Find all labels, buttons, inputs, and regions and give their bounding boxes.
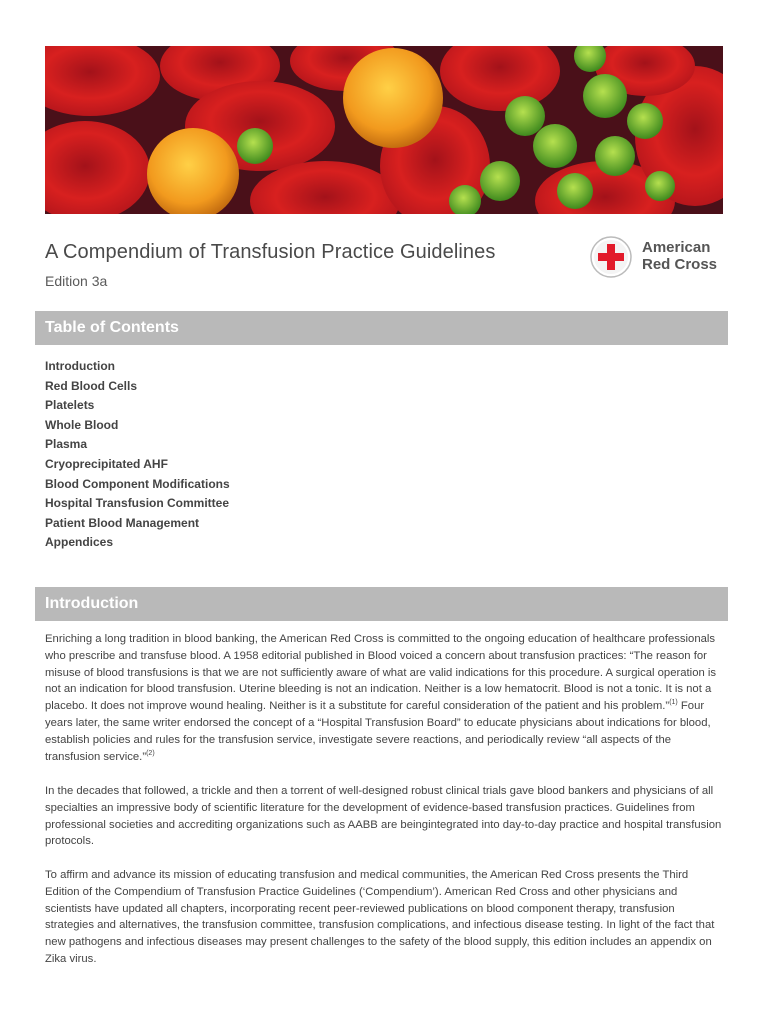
intro-paragraph-3: To affirm and advance its mission of educating transfusion and medical communities, the American Red Cross presents the Third Edition of the Compendium of Transfusion Practice Guidelines (‘Compendium’). American Red Cross and other physicians and scientists have updated all chapters, incorporating recent peer-reviewed publications on blood component therapy, transfusion strategies and alternatives, the transfusion committee, transfusion complications, and infectious disease testing. In light of the fact that new pathogens and infectious diseases may present challenges to the safety of the blood supply, this edition includes an appendix on Zika virus. xyxy=(45,869,715,965)
toc-item-cryoprecipitated-ahf[interactable]: Cryoprecipitated AHF xyxy=(45,456,168,471)
intro-paragraph-2: In the decades that followed, a trickle and then a torrent of well-designed robust clinical trials gave blood bankers and physicians of all specialties an impressive body of scientific literature for the development of evidence-based transfusion practices. Guidelines from professional societies and accrediting organizations such as AABB are beingintegrated into day-to-day practice and hospital transfusion protocols. xyxy=(45,785,722,848)
citation-1: (1) xyxy=(669,699,678,707)
intro-paragraph-1-part-a: Enriching a long tradition in blood banking, the American Red Cross is committed to the ongoing education of healthcare professionals who prescribe and transfuse blood. A 1958 editorial published in Blood voiced a concern about transfusion practices: “The reason for misuse of blood transfusions is that we are not sufficiently aware of what are valid indications for this procedure. A surgical operation is not an indication for blood transfusion. Uterine bleeding is not an indication. Neither is a low hematocrit. Blood is not a tonic. It is not a placebo. It does not improve wound healing. Neither is it a substitute for careful consideration of the patient and his problem.” xyxy=(45,633,717,713)
introduction-heading: Introduction xyxy=(35,587,728,621)
toc-item-hospital-transfusion-committee[interactable]: Hospital Transfusion Committee xyxy=(45,496,230,511)
toc-item-patient-blood-management[interactable]: Patient Blood Management xyxy=(45,515,200,530)
toc-item-introduction[interactable]: Introduction xyxy=(45,359,115,373)
intro-paragraph-1-part-b: Four years later, the same writer endorsed the concept of a “Hospital Transfusion Board” to educate physicians about indications for blood, establish policies and rules for the transfusion service, investigate severe reactions, and periodically review “all aspects of the transfusion service.” xyxy=(45,700,711,763)
toc-item-whole-blood[interactable]: Whole Blood xyxy=(45,417,119,432)
toc-item-appendices[interactable]: Appendices xyxy=(45,535,114,550)
table-of-contents xyxy=(45,358,230,554)
document-title: A Compendium of Transfusion Practice Guidelines xyxy=(45,241,496,263)
intro-paragraph-1 xyxy=(45,631,725,765)
american-red-cross-logo xyxy=(590,236,730,280)
title-block xyxy=(45,241,495,289)
logo-line-1: American xyxy=(642,239,711,256)
logo-text xyxy=(642,239,717,273)
document-edition: Edition 3a xyxy=(45,273,108,289)
toc-item-plasma[interactable]: Plasma xyxy=(45,437,88,452)
toc-item-red-blood-cells[interactable]: Red Blood Cells xyxy=(45,378,138,393)
toc-heading: Table of Contents xyxy=(35,311,728,345)
toc-item-blood-component-modifications[interactable]: Blood Component Modifications xyxy=(45,476,230,491)
logo-line-2: Red Cross xyxy=(642,256,718,273)
red-cross-icon xyxy=(590,236,632,278)
toc-item-platelets[interactable]: Platelets xyxy=(45,398,95,413)
hero-blood-cells-image xyxy=(45,46,723,214)
citation-2: (2) xyxy=(146,749,155,757)
